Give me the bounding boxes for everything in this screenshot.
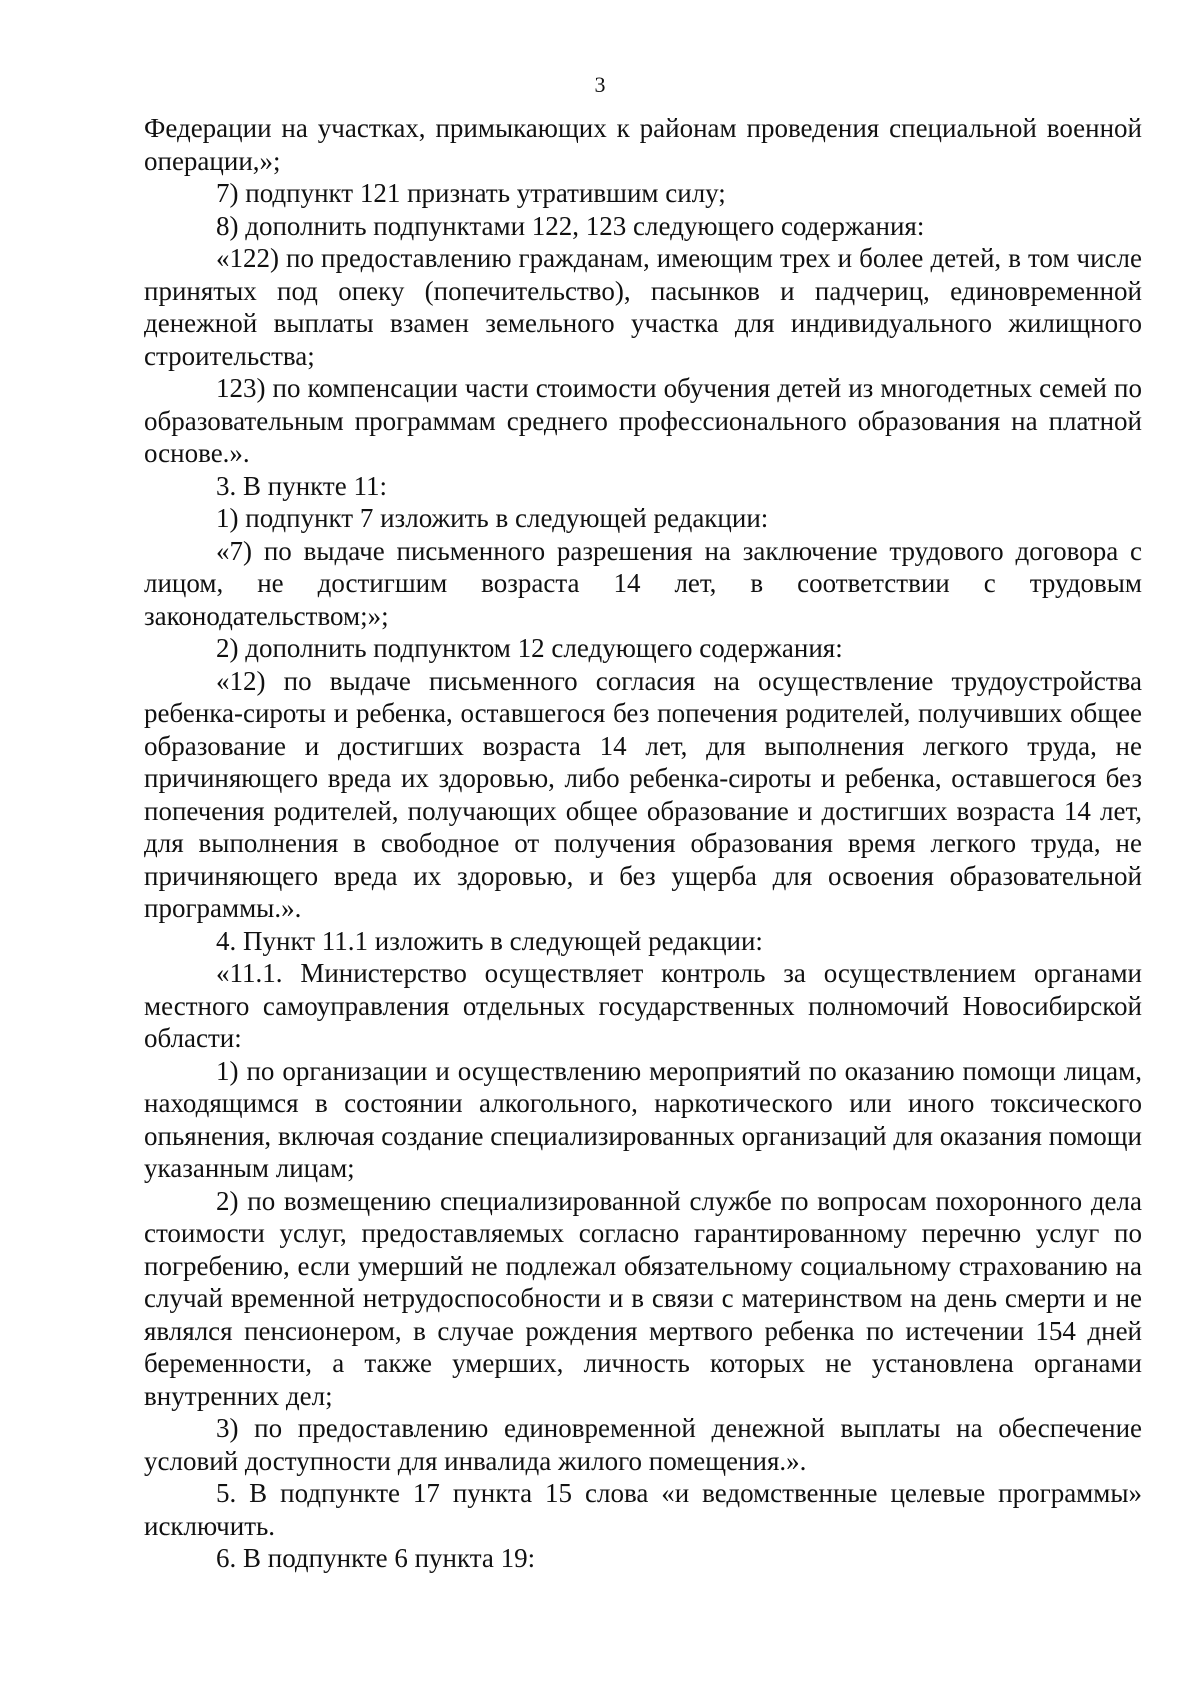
paragraph-clause-11-1-item-3: 3) по предоставлению единовременной денежной выплаты на обеспечение условий доступности для инвалида жилого помещения.». <box>144 1413 1142 1476</box>
paragraph-item-7: 7) подпункт 121 признать утратившим силу; <box>216 178 726 208</box>
document-body <box>144 112 1142 1575</box>
page-number: 3 <box>594 72 606 97</box>
paragraph-subitem-123: 123) по компенсации части стоимости обучения детей из многодетных семей по образовательным программам среднего профессионального образования на платной основе.». <box>144 373 1142 468</box>
paragraph-section-5: 5. В подпункте 17 пункта 15 слова «и ведомственные целевые программы» исключить. <box>144 1478 1142 1541</box>
paragraph-continuation: Федерации на участках, примыкающих к районам проведения специальной военной операции,»; <box>144 113 1142 176</box>
paragraph-section-6: 6. В подпункте 6 пункта 19: <box>216 1543 536 1573</box>
paragraph-clause-11-1-item-1: 1) по организации и осуществлению мероприятий по оказанию помощи лицам, находящимся в состоянии алкогольного, наркотического или иного токсического опьянения, включая создание специализированных организаций для оказания помощи указанным лицам; <box>144 1055 1142 1183</box>
paragraph-section-3-item-2: 2) дополнить подпунктом 12 следующего содержания: <box>216 633 843 663</box>
paragraph-subitem-7: «7) по выдаче письменного разрешения на заключение трудового договора с лицом, не достигшим возраста 14 лет, в соответствии с трудовым законодательством;»; <box>144 535 1142 631</box>
paragraph-item-8: 8) дополнить подпунктами 122, 123 следующего содержания: <box>216 210 925 241</box>
paragraph-section-3-item-1: 1) подпункт 7 изложить в следующей редакции: <box>216 503 769 533</box>
paragraph-subitem-122: «122) по предоставлению гражданам, имеющим трех и более детей, в том числе принятых под опеку (попечительство), пасынков и падчериц, единовременной денежной выплаты взамен земельного участка для индивидуального жилищного строительства; <box>144 243 1142 371</box>
paragraph-clause-11-1-item-2: 2) по возмещению специализированной службе по вопросам похоронного дела стоимости услуг, предоставляемых согласно гарантированному перечню услуг по погребению, если умерший не подлежал обязательному социальному страхованию на случай временной нетрудоспособности и в связи с материнством на день смерти и не являлся пенсионером, в случае рождения мертвого ребенка по истечении 154 дней беременности, а также умерших, личность которых не установлена органами внутренних дел; <box>144 1185 1142 1411</box>
paragraph-section-3: 3. В пункте 11: <box>216 470 387 501</box>
paragraph-subitem-12: «12) по выдаче письменного согласия на осуществление трудоустройства ребенка-сироты и ребенка, оставшегося без попечения родителей, получивших общее образование и достигших возраста 14 лет, для выполнения легкого труда, не причиняющего вреда их здоровью, либо ребенка-сироты и ребенка, оставшегося без попечения родителей, получающих общее образование и достигших возраста 14 лет, для выполнения в свободное от получения образования время легкого труда, не причиняющего вреда их здоровью, и без ущерба для освоения образовательной программы.». <box>144 665 1142 923</box>
paragraph-clause-11-1: «11.1. Министерство осуществляет контроль за осуществлением органами местного самоуправления отдельных государственных полномочий Новосибирской области: <box>144 958 1142 1053</box>
paragraph-section-4: 4. Пункт 11.1 изложить в следующей редакции: <box>216 925 763 956</box>
